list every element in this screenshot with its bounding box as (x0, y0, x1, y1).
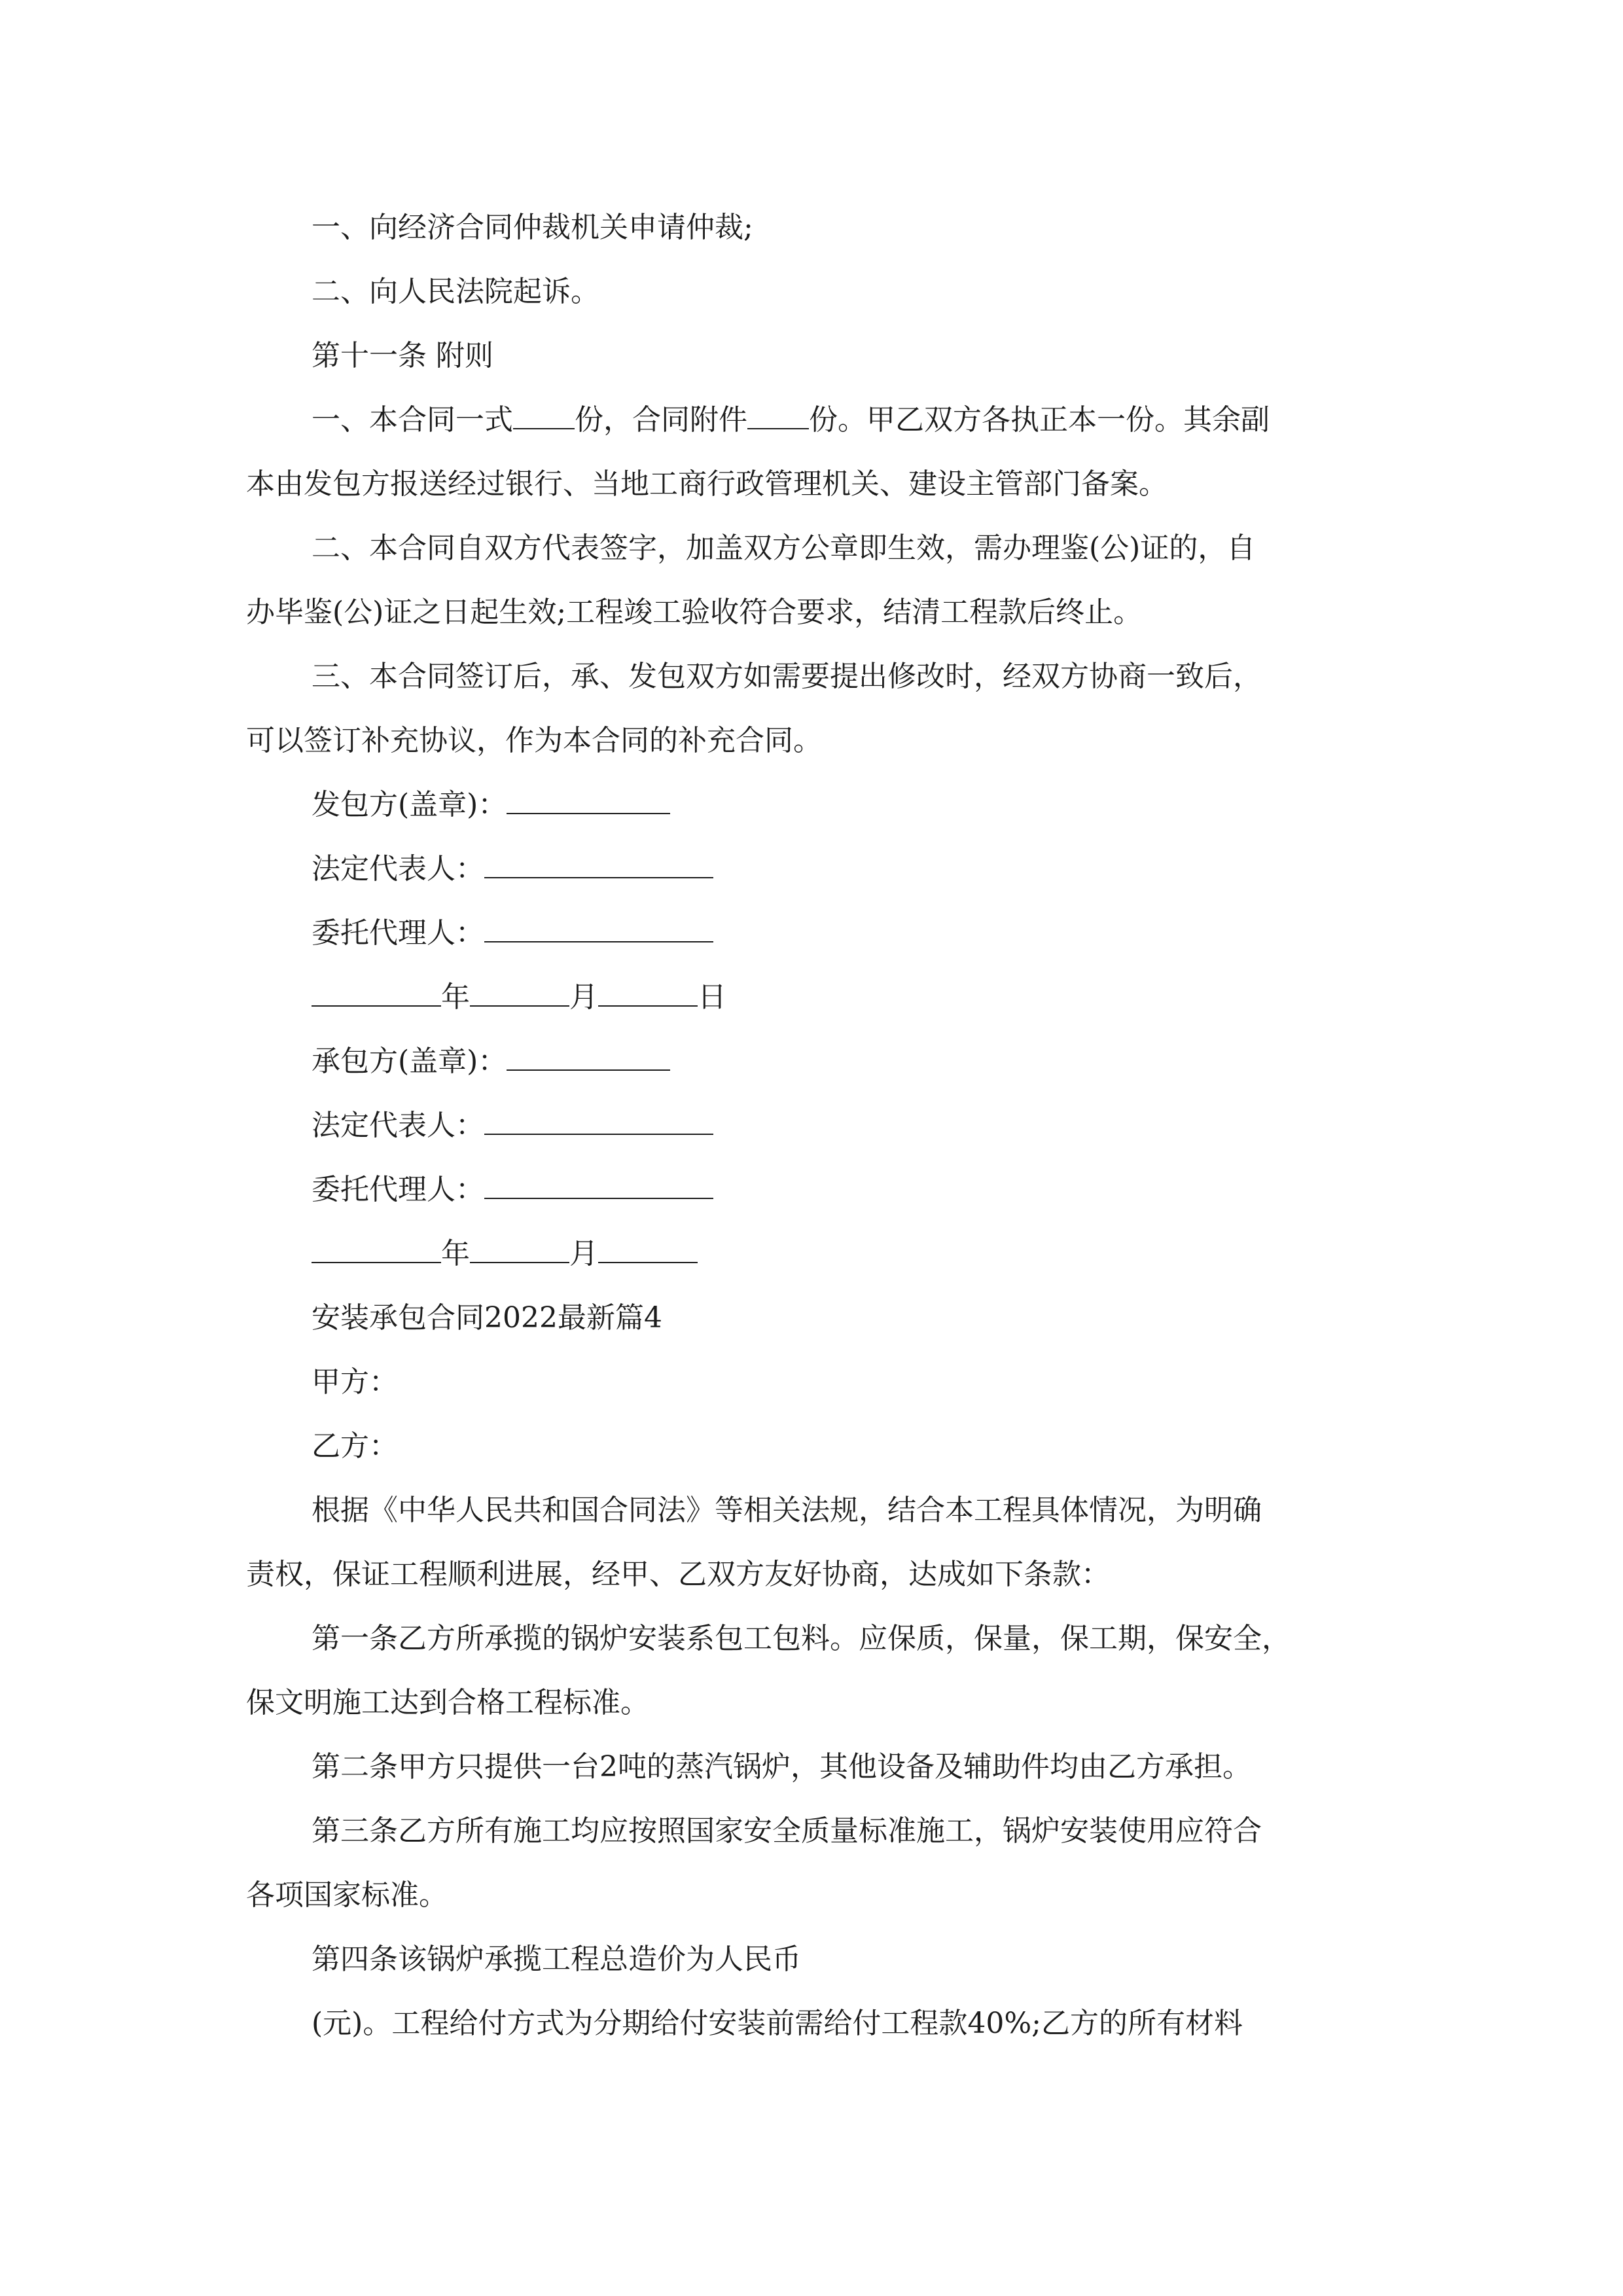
preamble-cont: 责权，保证工程顺利进展，经甲、乙双方友好协商，达成如下条款： (246, 1558, 1110, 1591)
contractor-day-blank (598, 1236, 698, 1263)
contractor-year-blank (312, 1236, 441, 1263)
article-11-heading: 第十一条 附则 (312, 339, 493, 372)
employer-seal-blank (507, 787, 670, 814)
copies-clause: 一、本合同一式 份，合同附件 份。甲乙双方各执正本一份。其余副 (312, 403, 1270, 437)
contractor-agent-line: 委托代理人： (0, 1170, 1623, 1210)
article-3: 第三条乙方所有施工均应按照国家安全质量标准施工，锅炉安装使用应符合 (312, 1814, 1262, 1848)
employer-seal-line: 发包方(盖章)： (0, 785, 1623, 825)
employer-date-line: 年 月 日 (0, 978, 1623, 1017)
employer-agent-blank (484, 915, 713, 942)
article-4-payment: (元)。工程给付方式为分期给付安装前需给付工程款40%;乙方的所有材料 (312, 2007, 1243, 2040)
contractor-agent-blank (484, 1172, 713, 1199)
party-b-line: 乙方： (312, 1429, 398, 1463)
effective-clause-cont: 办毕鉴(公)证之日起生效;工程竣工验收符合要求，结清工程款后终止。 (246, 596, 1143, 629)
contractor-date-line: 年 月 (0, 1234, 1623, 1274)
article-1-cont: 保文明施工达到合格工程标准。 (246, 1686, 649, 1719)
attachment-copies-blank (747, 402, 809, 429)
clause-lawsuit: 二、向人民法院起诉。 (312, 275, 599, 308)
preamble: 根据《中华人民共和国合同法》等相关法规，结合本工程具体情况，为明确 (312, 1494, 1262, 1527)
employer-month-blank (470, 979, 569, 1007)
employer-legal-rep-line: 法定代表人： (0, 850, 1623, 889)
clause-arbitration: 一、向经济合同仲裁机关申请仲裁; (312, 211, 753, 244)
employer-agent-line: 委托代理人： (0, 914, 1623, 953)
contractor-seal-blank (507, 1043, 670, 1071)
article-3-cont: 各项国家标准。 (246, 1878, 448, 1912)
section-title: 安装承包合同2022最新篇4 (312, 1301, 662, 1335)
article-2: 第二条甲方只提供一台2吨的蒸汽锅炉，其他设备及辅助件均由乙方承担。 (312, 1750, 1251, 1784)
copies-clause-cont: 本由发包方报送经过银行、当地工商行政管理机关、建设主管部门备案。 (246, 467, 1168, 501)
contractor-seal-line: 承包方(盖章)： (0, 1042, 1623, 1081)
employer-year-blank (312, 979, 441, 1007)
party-a-line: 甲方： (312, 1365, 398, 1399)
amendment-clause: 三、本合同签订后，承、发包双方如需要提出修改时，经双方协商一致后， (312, 660, 1262, 693)
contractor-month-blank (470, 1236, 569, 1263)
contractor-legal-rep-blank (484, 1107, 713, 1135)
copies-blank (513, 402, 575, 429)
employer-day-blank (598, 979, 698, 1007)
employer-legal-rep-blank (484, 851, 713, 878)
article-4: 第四条该锅炉承揽工程总造价为人民币 (312, 1943, 801, 1976)
amendment-clause-cont: 可以签订补充协议，作为本合同的补充合同。 (246, 724, 822, 757)
contractor-legal-rep-line: 法定代表人： (0, 1106, 1623, 1145)
article-1: 第一条乙方所承揽的锅炉安装系包工包料。应保质，保量，保工期，保安全， (312, 1622, 1291, 1655)
effective-clause: 二、本合同自双方代表签字，加盖双方公章即生效，需办理鉴(公)证的，自 (312, 531, 1256, 565)
